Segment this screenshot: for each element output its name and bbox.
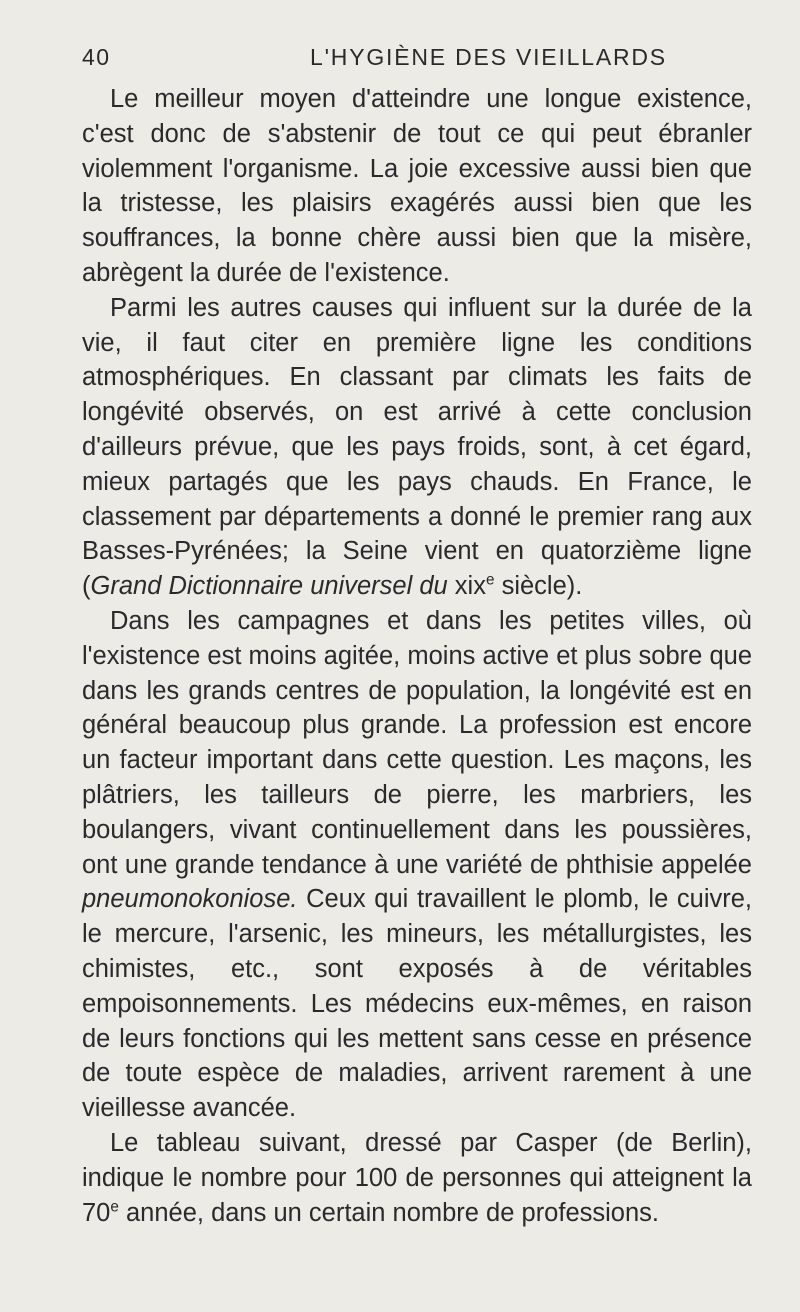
italic-reference: Grand Dictionnaire universel du [90, 572, 448, 601]
page-number: 40 [82, 44, 111, 70]
superscript: e [110, 1198, 119, 1215]
paragraph [82, 604, 752, 1126]
paragraph [82, 291, 752, 604]
italic-term: pneumonokoniose. [82, 885, 298, 914]
paragraph-text: Le tableau suivant, dressé par Casper (de Berlin), indique le nombre pour 100 de personnes qui atteignent la 70 [82, 1128, 752, 1227]
paragraph-text: année, dans un certain nombre de professions. [125, 1198, 659, 1227]
paragraph [82, 1126, 752, 1230]
superscript: e [485, 571, 495, 589]
paragraph-text: Dans les campagnes et dans les petites villes, où l'existence est moins agitée, moins active et plus sobre que dans les grands centres de population, la longévité est en général beaucoup plus grande. La profession est encore un facteur important dans cette question. Les maçons, les plâtriers, les tailleurs de pierre, les marbriers, les boulangers, vivant continuellement dans les poussières, ont une grande tendance à une variété de phthisie appelée [82, 606, 752, 879]
paragraph-text: siècle). [501, 572, 583, 601]
paragraph-text: Le meilleur moyen d'atteindre une longue existence, c'est donc de s'abstenir de tout ce qui peut ébranler violemment l'organisme. La joie excessive aussi bien que la tristesse, les plaisirs exagérés aussi bien que les souffrances, la bonne chère aussi bien que la misère, abrègent la durée de l'existence. [82, 85, 752, 287]
paragraph-text: Ceux qui travaillent le plomb, le cuivre, le mercure, l'arsenic, les mineurs, les métallurgistes, les chimistes, etc., sont exposés à de véritables empoisonnements. Les médecins eux-mêmes, en raison de leurs fonctions qui les mettent sans cesse en présence de toute espèce de maladies, arrivent rarement à une vieillesse avancée. [82, 885, 752, 1123]
paragraph-text: Parmi les autres causes qui influent sur la durée de la vie, il faut citer en première ligne les conditions atmosphériques. En classant par climats les faits de longévité observés, on est arrivé à cette conclusion d'ailleurs prévue, que les pays froids, sont, à cet égard, mieux partagés que les pays chauds. En France, le classement par départements a donné le premier rang aux Basses-Pyrénées; la Seine vient en quatorzième ligne ( [82, 293, 752, 601]
page-header [82, 44, 752, 74]
running-title: L'HYGIÈNE DES VIEILLARDS [310, 44, 667, 70]
body-text [82, 82, 752, 1230]
paragraph [82, 82, 752, 291]
century-numeral: xix [454, 572, 486, 601]
